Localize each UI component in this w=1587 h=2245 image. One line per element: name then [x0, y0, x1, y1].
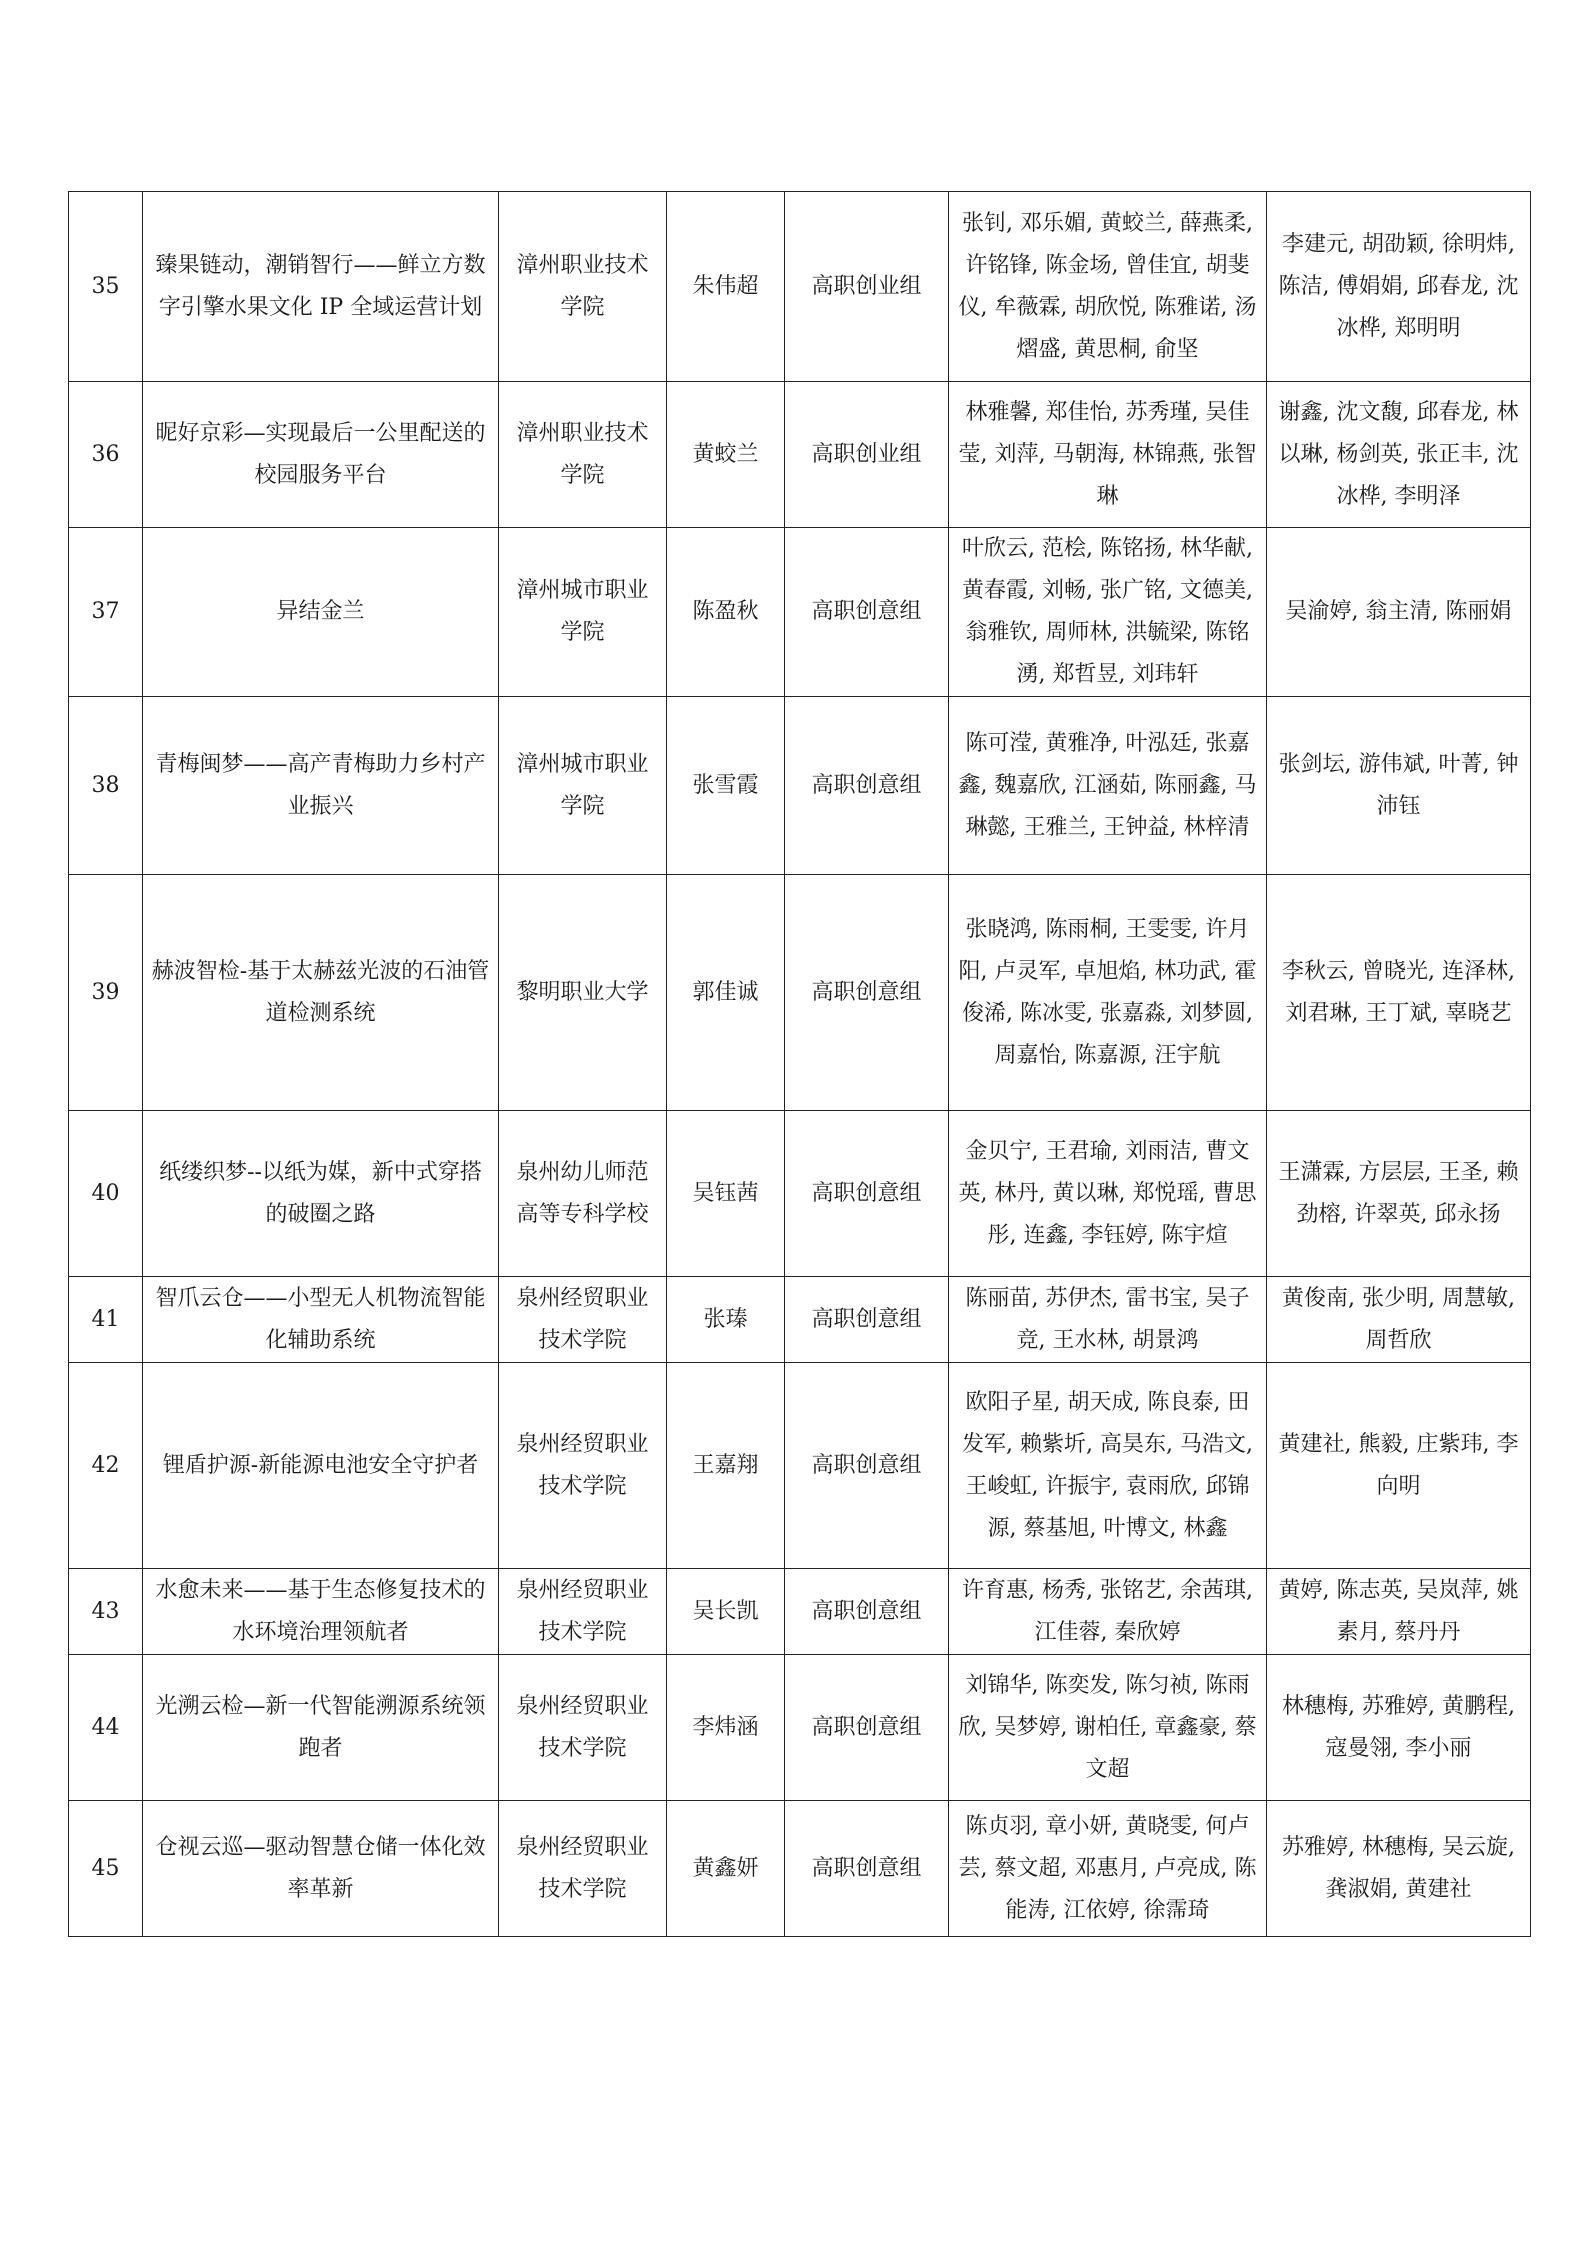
table-row — [69, 1655, 1531, 1801]
row-number: 37 — [69, 528, 143, 697]
row-number: 44 — [69, 1655, 143, 1801]
row-number: 36 — [69, 382, 143, 528]
row-number: 41 — [69, 1277, 143, 1363]
team-members: 陈丽苗, 苏伊杰, 雷书宝, 吴子竞, 王水林, 胡景鸿 — [949, 1277, 1267, 1363]
project-name: 光溯云检—新一代智能溯源系统领跑者 — [143, 1655, 499, 1801]
school-name: 漳州城市职业学院 — [499, 528, 667, 697]
row-number: 39 — [69, 875, 143, 1111]
advisors: 黄婷, 陈志英, 吴岚萍, 姚素月, 蔡丹丹 — [1267, 1569, 1531, 1655]
row-number: 45 — [69, 1801, 143, 1937]
project-name: 臻果链动，潮销智行——鲜立方数字引擎水果文化 IP 全域运营计划 — [143, 192, 499, 382]
advisors: 张剑坛, 游伟斌, 叶菁, 钟沛钰 — [1267, 697, 1531, 875]
table-row — [69, 1801, 1531, 1937]
team-members: 林雅馨, 郑佳怡, 苏秀瑾, 吴佳莹, 刘萍, 马朝海, 林锦燕, 张智琳 — [949, 382, 1267, 528]
advisors: 吴渝婷, 翁主清, 陈丽娟 — [1267, 528, 1531, 697]
school-name: 泉州幼儿师范高等专科学校 — [499, 1111, 667, 1277]
project-name: 异结金兰 — [143, 528, 499, 697]
leader-name: 张瑧 — [667, 1277, 785, 1363]
project-name: 赫波智检-基于太赫兹光波的石油管道检测系统 — [143, 875, 499, 1111]
leader-name: 朱伟超 — [667, 192, 785, 382]
roster-table — [68, 191, 1531, 1937]
table-row — [69, 192, 1531, 382]
leader-name: 张雪霞 — [667, 697, 785, 875]
school-name: 泉州经贸职业技术学院 — [499, 1801, 667, 1937]
leader-name: 吴长凯 — [667, 1569, 785, 1655]
team-members: 刘锦华, 陈奕发, 陈匀祯, 陈雨欣, 吴梦婷, 谢柏任, 章鑫豪, 蔡文超 — [949, 1655, 1267, 1801]
team-members: 欧阳子星, 胡天成, 陈良泰, 田发军, 赖紫圻, 高昊东, 马浩文, 王峻虹, 许振宇, 袁雨欣, 邱锦源, 蔡基旭, 叶博文, 林鑫 — [949, 1363, 1267, 1569]
group-category: 高职创意组 — [785, 1111, 949, 1277]
group-category: 高职创意组 — [785, 1655, 949, 1801]
table-row — [69, 1363, 1531, 1569]
group-category: 高职创意组 — [785, 1801, 949, 1937]
project-name: 锂盾护源-新能源电池安全守护者 — [143, 1363, 499, 1569]
school-name: 泉州经贸职业技术学院 — [499, 1363, 667, 1569]
project-name: 仓视云巡—驱动智慧仓储一体化效率革新 — [143, 1801, 499, 1937]
row-number: 43 — [69, 1569, 143, 1655]
group-category: 高职创意组 — [785, 528, 949, 697]
leader-name: 吴钰茜 — [667, 1111, 785, 1277]
team-members: 陈贞羽, 章小妍, 黄晓雯, 何卢芸, 蔡文超, 邓惠月, 卢亮成, 陈能涛, 江依婷, 徐霈琦 — [949, 1801, 1267, 1937]
project-name: 昵好京彩—实现最后一公里配送的校园服务平台 — [143, 382, 499, 528]
school-name: 漳州职业技术学院 — [499, 192, 667, 382]
leader-name: 黄鑫妍 — [667, 1801, 785, 1937]
advisors: 王潇霖, 方层层, 王圣, 赖劲榕, 许翠英, 邱永扬 — [1267, 1111, 1531, 1277]
advisors: 李建元, 胡劭颖, 徐明炜, 陈洁, 傅娟娟, 邱春龙, 沈冰桦, 郑明明 — [1267, 192, 1531, 382]
row-number: 42 — [69, 1363, 143, 1569]
group-category: 高职创业组 — [785, 382, 949, 528]
table-row — [69, 382, 1531, 528]
group-category: 高职创意组 — [785, 1363, 949, 1569]
project-name: 智爪云仓——小型无人机物流智能化辅助系统 — [143, 1277, 499, 1363]
school-name: 泉州经贸职业技术学院 — [499, 1569, 667, 1655]
group-category: 高职创意组 — [785, 697, 949, 875]
leader-name: 陈盈秋 — [667, 528, 785, 697]
group-category: 高职创意组 — [785, 875, 949, 1111]
project-name: 青梅闽梦——高产青梅助力乡村产业振兴 — [143, 697, 499, 875]
row-number: 38 — [69, 697, 143, 875]
school-name: 漳州职业技术学院 — [499, 382, 667, 528]
team-members: 张钊, 邓乐媚, 黄蛟兰, 薛燕柔, 许铭锋, 陈金场, 曾佳宜, 胡斐仪, 牟薇霖, 胡欣悦, 陈雅诺, 汤熠盛, 黄思桐, 俞坚 — [949, 192, 1267, 382]
advisors: 黄建社, 熊毅, 庄紫玮, 李向明 — [1267, 1363, 1531, 1569]
team-members: 叶欣云, 范桧, 陈铭扬, 林华献, 黄春霞, 刘畅, 张广铭, 文德美, 翁雅钦, 周师林, 洪毓梁, 陈铭湧, 郑哲昱, 刘玮轩 — [949, 528, 1267, 697]
group-category: 高职创意组 — [785, 1569, 949, 1655]
row-number: 35 — [69, 192, 143, 382]
advisors: 谢鑫, 沈文馥, 邱春龙, 林以琳, 杨剑英, 张正丰, 沈冰桦, 李明泽 — [1267, 382, 1531, 528]
leader-name: 李炜涵 — [667, 1655, 785, 1801]
table-row — [69, 1569, 1531, 1655]
leader-name: 王嘉翔 — [667, 1363, 785, 1569]
table-row — [69, 875, 1531, 1111]
table-row — [69, 697, 1531, 875]
school-name: 黎明职业大学 — [499, 875, 667, 1111]
school-name: 漳州城市职业学院 — [499, 697, 667, 875]
project-name: 水愈未来——基于生态修复技术的水环境治理领航者 — [143, 1569, 499, 1655]
school-name: 泉州经贸职业技术学院 — [499, 1655, 667, 1801]
team-members: 陈可滢, 黄雅净, 叶泓廷, 张嘉鑫, 魏嘉欣, 江涵茹, 陈丽鑫, 马琳懿, 王雅兰, 王钟益, 林梓清 — [949, 697, 1267, 875]
group-category: 高职创业组 — [785, 192, 949, 382]
group-category: 高职创意组 — [785, 1277, 949, 1363]
team-members: 张晓鸿, 陈雨桐, 王雯雯, 许月阳, 卢灵军, 卓旭焰, 林功武, 霍俊浠, 陈冰雯, 张嘉淼, 刘梦圆, 周嘉怡, 陈嘉源, 汪宇航 — [949, 875, 1267, 1111]
advisors: 黄俊南, 张少明, 周慧敏, 周哲欣 — [1267, 1277, 1531, 1363]
school-name: 泉州经贸职业技术学院 — [499, 1277, 667, 1363]
team-members: 许育惠, 杨秀, 张铭艺, 余茜琪, 江佳蓉, 秦欣婷 — [949, 1569, 1267, 1655]
leader-name: 郭佳诚 — [667, 875, 785, 1111]
team-members: 金贝宁, 王君瑜, 刘雨洁, 曹文英, 林丹, 黄以琳, 郑悦瑶, 曹思彤, 连鑫, 李钰婷, 陈宇煊 — [949, 1111, 1267, 1277]
advisors: 苏雅婷, 林穗梅, 吴云旋, 龚淑娟, 黄建社 — [1267, 1801, 1531, 1937]
advisors: 李秋云, 曾晓光, 连泽林, 刘君琳, 王丁斌, 辜晓艺 — [1267, 875, 1531, 1111]
table-row — [69, 1111, 1531, 1277]
leader-name: 黄蛟兰 — [667, 382, 785, 528]
advisors: 林穗梅, 苏雅婷, 黄鹏程, 寇曼翎, 李小丽 — [1267, 1655, 1531, 1801]
table-row — [69, 1277, 1531, 1363]
row-number: 40 — [69, 1111, 143, 1277]
table-row — [69, 528, 1531, 697]
project-name: 纸缕织梦--以纸为媒，新中式穿搭的破圈之路 — [143, 1111, 499, 1277]
